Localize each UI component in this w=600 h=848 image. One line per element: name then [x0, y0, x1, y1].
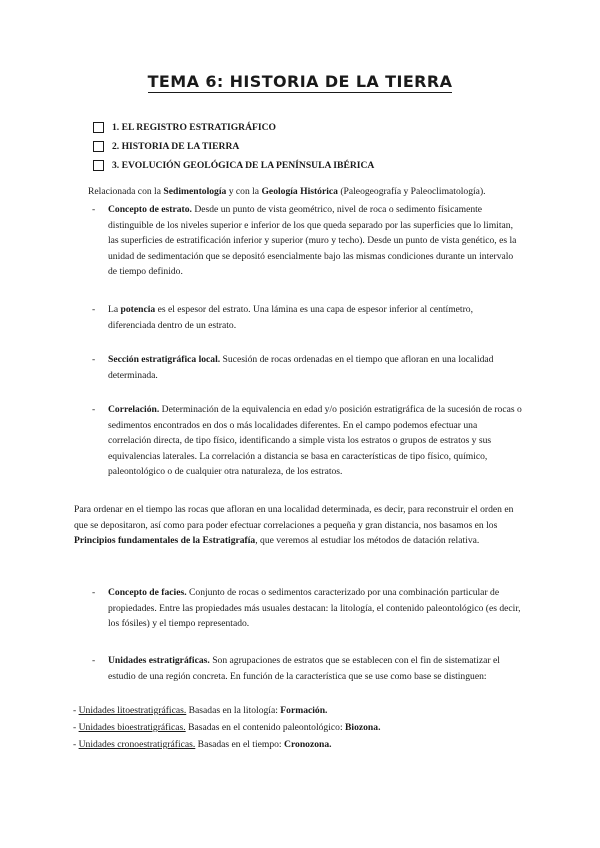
bullet-dash: - — [92, 354, 96, 365]
unit-item: - Unidades cronoestratigráficas. Basadas en el tiempo: Cronozona. — [73, 739, 332, 750]
bullet-dash: - — [92, 587, 96, 598]
checkbox-icon[interactable] — [93, 122, 104, 133]
bullet-potencia: La potencia es el espesor del estrato. Una lámina es una capa de espesor inferior al centímetro, diferenciada dentro de un estrato. — [108, 304, 473, 331]
bullet-dash: - — [92, 304, 96, 315]
page-title: TEMA 6: HISTORIA DE LA TIERRA — [147, 72, 453, 91]
toc-item[interactable]: 3. EVOLUCIÓN GEOLÓGICA DE LA PENÍNSULA IBÉRICA — [93, 156, 374, 175]
bullet-unidades: Unidades estratigráficas. Son agrupaciones de estratos que se establecen con el fin de sistematizar el estudio de una región concreta. En función de la característica que se use como base se distinguen: — [108, 655, 500, 682]
principles-paragraph: Para ordenar en el tiempo las rocas que afloran en una localidad determinada, es decir, para reconstruir el orden en que se depositaron, así como para poder efectuar correlaciones a pequeña y gran distancia, nos basamos en los Principios fundamentales de la Estratigrafía, que veremos al estudiar los métodos de datación relativa. — [74, 504, 514, 547]
table-of-contents — [93, 118, 374, 175]
bullet-dash: - — [92, 655, 96, 666]
bullet-facies: Concepto de facies. Conjunto de rocas o sedimentos caracterizado por una combinación particular de propiedades. Entre las propiedades más usuales destacan: la litología, el contenido paleontológico (es decir, los fósiles) y el tiempo representado. — [108, 587, 521, 630]
bullet-seccion: Sección estratigráfica local. Sucesión de rocas ordenadas en el tiempo que afloran en una localidad determinada. — [108, 354, 494, 381]
bullet-correlacion: Correlación. Determinación de la equivalencia en edad y/o posición estratigráfica de la sucesión de rocas o sedimentos encontrados en dos o más localidades diferentes. En el campo podemos efectuar una correlación directa, de tipo físico, identificando a simple vista los estratos o grupos de estratos y sus equivalencias laterales. La correlación a distancia se basa en características de tipo físico, químico, paleontológico o de cualquier otra naturaleza, de los estratos. — [108, 404, 522, 478]
unit-item: - Unidades litoestratigráficas. Basadas en la litología: Formación. — [73, 705, 328, 716]
bullet-dash: - — [92, 204, 96, 215]
bullet-estrato: Concepto de estrato. Desde un punto de vista geométrico, nivel de roca o sedimento físicamente distinguible de los niveles superior e inferior de los que queda separado por las superficies que lo limitan, las superficies de estratificación inferior y superior (muro y techo). Desde un punto de vista genético, es la unidad de sedimentación que se depositó esencialmente bajo las mismas condiciones durante un intervalo de tiempo definido. — [108, 204, 517, 278]
intro-paragraph: Relacionada con la Sedimentología y con la Geología Histórica (Paleogeografía y Paleoclimatología). — [88, 186, 486, 197]
bullet-dash: - — [92, 404, 96, 415]
checkbox-icon[interactable] — [93, 141, 104, 152]
checkbox-icon[interactable] — [93, 160, 104, 171]
unit-item: - Unidades bioestratigráficas. Basadas en el contenido paleontológico: Biozona. — [73, 722, 381, 733]
toc-item[interactable]: 1. EL REGISTRO ESTRATIGRÁFICO — [93, 118, 374, 137]
toc-item[interactable]: 2. HISTORIA DE LA TIERRA — [93, 137, 374, 156]
